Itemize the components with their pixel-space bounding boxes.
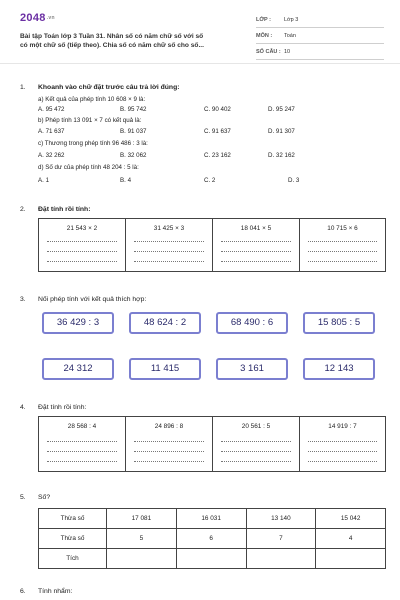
question-number: 1. [20,84,26,91]
answer-line [47,261,117,262]
q1b-option-d[interactable]: D. 91 307 [268,128,295,135]
answer-line [308,251,377,252]
worksheet-title [20,32,240,50]
table-cell: Thừa số [39,529,107,549]
answer-line [134,461,204,462]
answer-line [134,451,204,452]
question-number: 6. [20,588,26,595]
q1b-option-c[interactable]: C. 91 637 [204,128,231,135]
answer-line [47,251,117,252]
calc-cell[interactable] [300,219,385,271]
match-expression: 15 805 : 5 [317,317,361,328]
calc-expression: 28 568 : 4 [67,423,97,430]
match-expression-card[interactable] [129,312,201,334]
calc-cell[interactable] [39,219,126,271]
meta-value: Lớp 3 [284,17,299,23]
question-number: 5. [20,494,26,501]
answer-line [134,261,204,262]
question-number: 3. [20,296,26,303]
answer-line [308,441,377,442]
answer-line [221,251,291,252]
calc-expression: 18 041 × 5 [240,225,272,232]
question-prompt: Số? [38,494,51,501]
calc-expression: 31 425 × 3 [153,225,185,232]
meta-key: SỐ CÂU : [256,49,281,55]
title-line-1: Bài tập Toán lớp 3 Tuần 31. Nhân số có năm chữ số với số [20,33,204,40]
meta-value: Toán [284,33,296,39]
answer-cell[interactable] [176,549,246,569]
calc-cell[interactable] [39,417,126,471]
answer-line [47,441,117,442]
q1d-option-c[interactable]: C. 2 [204,177,216,184]
calc-expression: 14 919 : 7 [328,423,357,430]
q1c-option-c[interactable]: C. 23 162 [204,152,231,159]
calc-cell[interactable] [126,417,213,471]
question-number: 2. [20,206,26,213]
meta-row-count [256,46,384,60]
table-row [39,509,386,529]
q5-table [38,508,386,569]
match-result: 3 161 [240,363,264,374]
answer-line [221,461,291,462]
match-result-card[interactable] [129,358,201,380]
answer-line [221,451,291,452]
q4-calc-grid [38,416,386,472]
q1-part-c-stem: c) Thương trong phép tính 96 486 : 3 là: [38,140,148,147]
calc-cell[interactable] [126,219,213,271]
q2-calc-grid [38,218,386,272]
answer-line [308,461,377,462]
match-expression-card[interactable] [303,312,375,334]
q1c-option-d[interactable]: D. 32 162 [268,152,295,159]
answer-line [47,451,117,452]
q1d-option-a[interactable]: A. 1 [38,177,50,184]
answer-line [134,441,204,442]
calc-expression: 21 543 × 2 [66,225,98,232]
table-cell: 6 [176,529,246,549]
q1c-option-a[interactable]: A. 32 262 [38,152,65,159]
match-result-card[interactable] [303,358,375,380]
answer-line [47,241,117,242]
answer-line [308,261,377,262]
match-expression: 48 624 : 2 [143,317,187,328]
q1a-option-b[interactable]: B. 95 742 [120,106,147,113]
match-expression: 36 429 : 3 [56,317,100,328]
table-cell: Thừa số [39,509,107,529]
answer-line [221,261,291,262]
table-cell: 17 081 [107,509,177,529]
answer-line [134,241,204,242]
calc-expression: 20 561 : 5 [241,423,271,430]
answer-cell[interactable] [107,549,177,569]
question-prompt: Đặt tính rồi tính: [38,206,91,213]
answer-line [308,451,377,452]
site-logo[interactable] [20,12,55,24]
calc-cell[interactable] [213,417,300,471]
answer-cell[interactable] [316,549,386,569]
q1a-option-d[interactable]: D. 95 247 [268,106,295,113]
table-cell: 13 140 [246,509,316,529]
answer-line [134,251,204,252]
table-row [39,549,386,569]
match-result: 12 143 [324,363,354,374]
table-cell: Tích [39,549,107,569]
table-cell: 15 042 [316,509,386,529]
title-line-2: có một chữ số (tiếp theo). Chia số có năm chữ số cho số... [20,42,204,49]
answer-line [47,461,117,462]
match-result-card[interactable] [42,358,114,380]
match-result-card[interactable] [216,358,288,380]
worksheet-meta [256,14,384,62]
answer-line [221,241,291,242]
match-result: 11 415 [150,363,180,374]
q1c-option-b[interactable]: B. 32 062 [120,152,147,159]
q1-part-d-stem: d) Số dư của phép tính 48 204 : 5 là: [38,164,139,171]
meta-value: 10 [284,49,291,55]
q1d-option-d[interactable]: D. 3 [288,177,300,184]
table-cell: 4 [316,529,386,549]
match-expression: 68 490 : 6 [230,317,274,328]
question-prompt: Đặt tính rồi tính: [38,404,87,411]
table-cell: 16 031 [176,509,246,529]
q1-part-b-stem: b) Phép tính 13 091 × 7 có kết quả là: [38,117,142,124]
logo-suffix: .vn [46,15,55,22]
table-row [39,529,386,549]
question-prompt: Tính nhẩm: [38,588,73,595]
q1a-option-c[interactable]: C. 90 402 [204,106,231,113]
q1a-option-a[interactable]: A. 95 472 [38,106,65,113]
answer-line [308,241,377,242]
match-expression-card[interactable] [42,312,114,334]
table-cell: 7 [246,529,316,549]
question-number: 4. [20,404,26,411]
q1-part-a-stem: a) Kết quả của phép tính 10 608 × 9 là: [38,96,146,103]
meta-key: MÔN : [256,33,273,39]
match-result: 24 312 [63,363,93,374]
calc-expression: 10 715 × 6 [327,225,358,232]
calc-cell[interactable] [300,417,385,471]
logo-main: 2048 [20,12,46,24]
meta-row-class [256,14,384,28]
question-prompt: Nối phép tính với kết quả thích hợp: [38,296,147,303]
answer-cell[interactable] [246,549,316,569]
answer-line [221,441,291,442]
meta-row-subject [256,30,384,44]
question-prompt: Khoanh vào chữ đặt trước câu trả lời đúng: [38,84,180,91]
q1b-option-a[interactable]: A. 71 637 [38,128,65,135]
q1d-option-b[interactable]: B. 4 [120,177,132,184]
table-cell: 5 [107,529,177,549]
q1b-option-b[interactable]: B. 91 037 [120,128,147,135]
calc-cell[interactable] [213,219,300,271]
match-expression-card[interactable] [216,312,288,334]
meta-key: LỚP : [256,17,271,23]
calc-expression: 24 896 : 8 [154,423,184,430]
page-header [0,0,400,64]
